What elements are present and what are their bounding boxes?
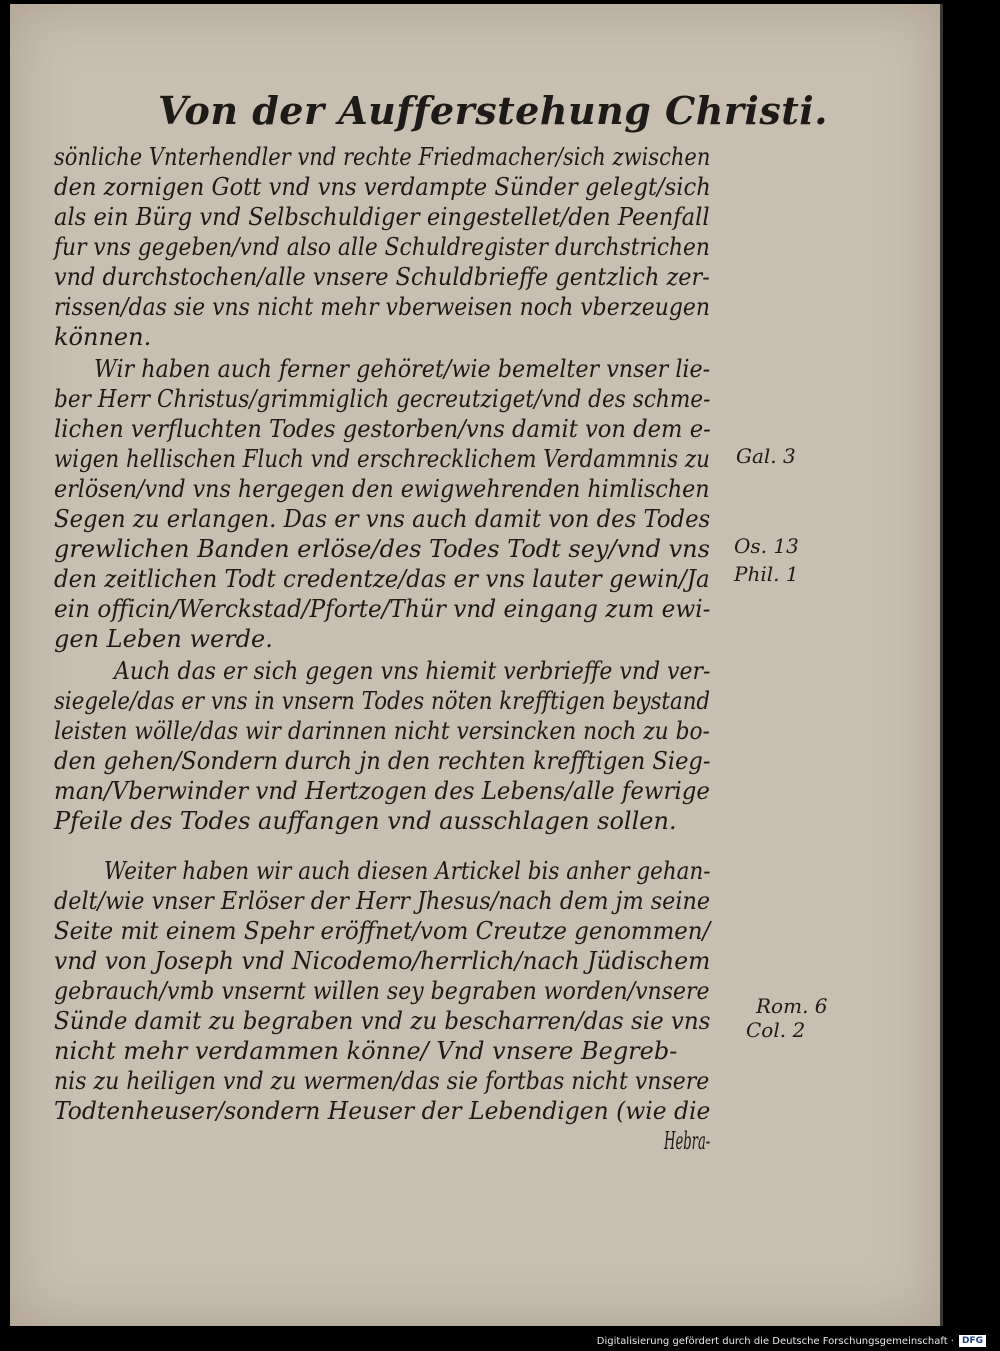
margin-note-gal: Gal. 3 (736, 444, 796, 468)
text-line: siegele/das er vns in vnsern Todes nöten krefftigen beystand (54, 687, 711, 715)
page-title: Von der Aufferstehung Christi. (158, 88, 828, 133)
text-line: ein officin/Werckstad/Pforte/Thür vnd eingang zum ewi- (54, 595, 711, 623)
text-line: den zornigen Gott vnd vns verdampte Sünder gelegt/sich (54, 173, 711, 201)
text-line: Pfeile des Todes auffangen vnd ausschlagen sollen. (54, 807, 677, 835)
text-line: gebrauch/vmb vnsernt willen sey begraben worden/vnsere (54, 977, 710, 1005)
text-line: leisten wölle/das wir darinnen nicht versincken noch zu bo- (54, 717, 710, 745)
text-line: vnd durchstochen/alle vnsere Schuldbrieffe gentzlich zer- (54, 263, 710, 291)
text-line: Seite mit einem Spehr eröffnet/vom Creutze genommen/ (54, 917, 711, 945)
text-line: Wir haben auch ferner gehöret/wie bemelter vnser lie- (94, 355, 711, 383)
text-line: Todtenheuser/sondern Heuser der Lebendigen (wie die (54, 1097, 711, 1125)
text-line: Weiter haben wir auch diesen Artickel bis anher gehan- (104, 857, 711, 885)
text-line: sönliche Vnterhendler vnd rechte Friedmacher/sich zwischen (54, 143, 711, 171)
text-line: man/Vberwinder vnd Hertzogen des Lebens/alle fewrige (54, 777, 710, 805)
margin-note-rom: Rom. 6 (756, 994, 828, 1018)
margin-note-ose: Os. 13 (734, 534, 799, 558)
margin-note-phil: Phil. 1 (734, 562, 799, 586)
text-line: grewlichen Banden erlöse/des Todes Todt sey/vnd vns (54, 535, 710, 563)
text-line: nicht mehr verdammen könne/ Vnd vnsere Begreb- (54, 1037, 678, 1065)
text-line: Segen zu erlangen. Das er vns auch damit von des Todes (54, 505, 711, 533)
book-page (10, 4, 940, 1326)
footer-text: Digitalisierung gefördert durch die Deutsche Forschungsgemeinschaft · (596, 1335, 954, 1347)
text-line: lichen verfluchten Todes gestorben/vns damit von dem e- (54, 415, 711, 443)
text-line: delt/wie vnser Erlöser der Herr Jhesus/nach dem jm seine (54, 887, 711, 915)
text-line: Sünde damit zu begraben vnd zu bescharren/das sie vns (54, 1007, 711, 1035)
text-line: erlösen/vnd vns hergegen den ewigwehrenden himlischen (54, 475, 710, 503)
text-line: wigen hellischen Fluch vnd erschrecklichem Verdammnis zu (54, 445, 710, 473)
dfg-logo: DFG (959, 1335, 986, 1347)
text-line: den zeitlichen Todt credentze/das er vns lauter gewin/Ja (54, 565, 710, 593)
text-line: vnd von Joseph vnd Nicodemo/herrlich/nach Jüdischem (54, 947, 711, 975)
text-line: den gehen/Sondern durch jn den rechten krefftigen Sieg- (54, 747, 711, 775)
text-line: ber Herr Christus/grimmiglich gecreutziget/vnd des schme- (54, 385, 711, 413)
margin-note-col: Col. 2 (746, 1018, 806, 1042)
text-line: fur vns gegeben/vnd also alle Schuldregister durchstrichen (54, 233, 710, 261)
text-line: rissen/das sie vns nicht mehr vberweisen noch vberzeugen (54, 293, 711, 321)
text-line: Auch das er sich gegen vns hiemit verbrieffe vnd ver- (114, 657, 711, 685)
page-edge-shadow (940, 4, 943, 1326)
footer-credit (597, 1334, 986, 1348)
text-line: als ein Bürg vnd Selbschuldiger eingestellet/den Peenfall (54, 203, 710, 231)
text-line: nis zu heiligen vnd zu wermen/das sie fortbas nicht vnsere (54, 1067, 710, 1095)
text-line: gen Leben werde. (54, 625, 273, 653)
catchword: Hebra- (664, 1127, 711, 1155)
text-line: können. (54, 323, 152, 351)
